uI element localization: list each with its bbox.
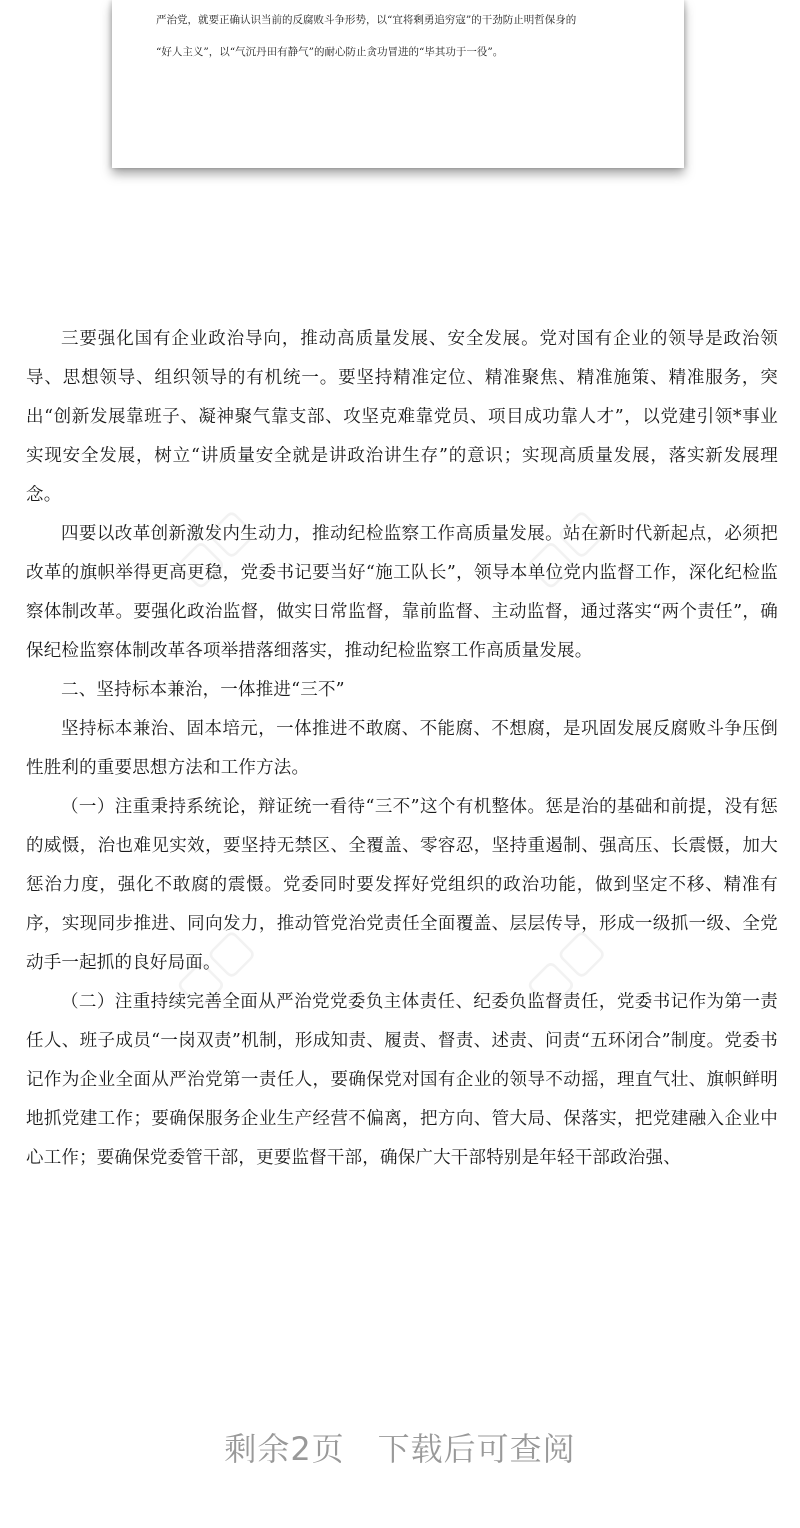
watermark: ▢▢ — [513, 917, 614, 1017]
preview-page-card — [112, 0, 684, 168]
paragraph: 坚持标本兼治、固本培元，一体推进不敢腐、不能腐、不想腐，是巩固发展反腐败斗争压倒性胜利的重要思想方法和工作方法。 — [26, 719, 778, 778]
watermark: ▢▢ — [513, 497, 614, 597]
preview-line-1: 严治党，就要正确认识当前的反腐败斗争形势，以“宜将剩勇追穷寇”的干劲防止明哲保身的 — [156, 14, 577, 26]
watermark: ▢▢ — [163, 497, 264, 597]
preview-line-2: “好人主义”，以“气沉丹田有静气”的耐心防止贪功冒进的“毕其功于一役”。 — [156, 46, 504, 58]
paragraph: 三要强化国有企业政治导向，推动高质量发展、安全发展。党对国有企业的领导是政治领导、思想领导、组织领导的有机统一。要坚持精准定位、精准聚焦、精准施策、精准服务，突出“创新发展靠班子、凝神聚气靠支部、攻坚克难靠党员、项目成功靠人才”，以党建引领*事业实现安全发展，树立“讲质量安全就是讲政治讲生存”的意识；实现高质量发展，落实新发展理念。 — [26, 329, 778, 505]
watermark: ▢▢ — [163, 917, 264, 1017]
section-heading: 二、坚持标本兼治，一体推进“三不” — [61, 680, 345, 700]
download-prompt[interactable]: 剩余2页 下载后可查阅 — [224, 1430, 576, 1468]
paragraph: 四要以改革创新激发内生动力，推动纪检监察工作高质量发展。站在新时代新起点，必须把改革的旗帜举得更高更稳，党委书记要当好“施工队长”，领导本单位党内监督工作，深化纪检监察体制改革。要强化政治监督，做实日常监督，靠前监督、主动监督，通过落实“两个责任”，确保纪检监察体制改革各项举措落细落实，推动纪检监察工作高质量发展。 — [26, 524, 778, 661]
paragraph: （一）注重秉持系统论，辩证统一看待“三不”这个有机整体。惩是治的基础和前提，没有惩的威慑，治也难见实效，要坚持无禁区、全覆盖、零容忍，坚持重遏制、强高压、长震慑，加大惩治力度，强化不敢腐的震慑。党委同时要发挥好党组织的政治功能，做到坚定不移、精准有序，实现同步推进、同向发力，推动管党治党责任全面覆盖、层层传导，形成一级抓一级、全党动手一起抓的良好局面。 — [26, 797, 778, 973]
document-body — [26, 320, 778, 1178]
paragraph: （二）注重持续完善全面从严治党党委负主体责任、纪委负监督责任，党委书记作为第一责任人、班子成员“一岗双责”机制，形成知责、履责、督责、述责、问责“五环闭合”制度。党委书记作为企业全面从严治党第一责任人，要确保党对国有企业的领导不动摇，理直气壮、旗帜鲜明地抓党建工作；要确保服务企业生产经营不偏离，把方向、管大局、保落实，把党建融入企业中心工作；要确保党委管干部，更要监督干部，确保广大干部特别是年轻干部政治强、 — [26, 992, 778, 1168]
